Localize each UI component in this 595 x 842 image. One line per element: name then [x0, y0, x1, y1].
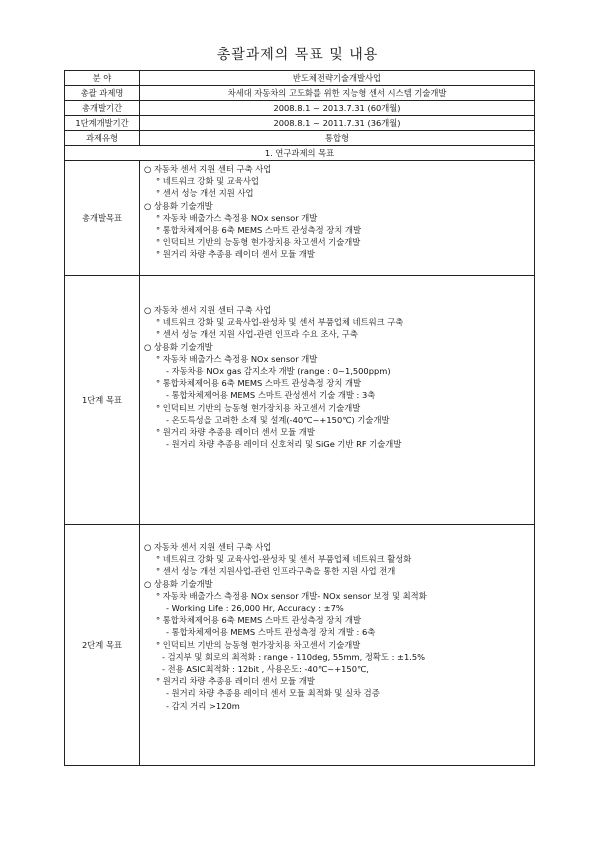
total-period-label: 총개발기간	[65, 101, 140, 116]
project-type-label: 과제유형	[65, 131, 140, 146]
table-row-project-name	[65, 86, 535, 101]
table-row-field	[65, 71, 535, 86]
goal-line: ○ 자동차 센서 지원 센터 구축 사업	[144, 542, 272, 552]
phase2-goal-label: 2단계 목표	[65, 525, 140, 766]
goal-line: ° 네트워크 강화 및 교육사업	[156, 176, 259, 187]
goal-line: ° 자동차 배출가스 측정용 NOx sensor 개발- NOx sensor 보정 및 최적화	[156, 590, 427, 601]
goal-line: ○ 상용화 기술개발	[144, 341, 213, 352]
goal-line: ° 원거리 차량 추종용 레이더 센서 모듈 개발	[156, 676, 315, 687]
goal-line: ° 원거리 차량 추종용 레이더 센서 모듈 개발	[156, 249, 315, 260]
total-goal-content	[140, 161, 535, 276]
field-value: 반도체전략기술개발사업	[140, 71, 535, 86]
goal-line: ° 인덕티브 기반의 능동형 현가장치용 차고센서 기술개발	[156, 237, 361, 248]
goal-line: ○ 자동차 센서 지원 센터 구축 사업	[144, 164, 272, 174]
goal-line: - 온도특성을 고려한 소재 및 설계(-40℃~+150℃) 기술개발	[166, 414, 390, 425]
goal-line: ° 센서 성능 개선 지원 사업	[156, 188, 254, 199]
goal-line: ° 네트워크 강화 및 교육사업-완성차 및 센서 부품업체 네트워크 활성화	[156, 554, 412, 565]
phase2-goal-content	[140, 525, 535, 766]
goal-line: ○ 상용화 기술개발	[144, 200, 213, 211]
goal-line: ° 자동차 배출가스 측정용 NOx sensor 개발	[156, 212, 318, 223]
phase1-period-label: 1단계개발기간	[65, 116, 140, 131]
goal-line: - 원거리 차량 추종용 레이더 신호처리 및 SiGe 기반 RF 기술개발	[166, 439, 402, 450]
goal-line: ° 센서 성능 개선 지원사업-관련 인프라구축을 통한 지원 사업 전개	[156, 566, 396, 577]
phase1-goal-content	[140, 276, 535, 525]
goal-line: - 감지 거리 >120m	[166, 700, 240, 711]
goal-line: ° 인덕티브 기반의 능동형 현가장치용 차고센서 기술개발	[156, 639, 361, 650]
goal-line: ° 통합차체제어용 6축 MEMS 스마트 관성측정 장치 개발	[156, 615, 361, 626]
goal-line: ° 통합차체제어용 6축 MEMS 스마트 관성측정 장치 개발	[156, 225, 361, 236]
table-row-phase2-goal	[65, 525, 535, 766]
goal-line: ° 통합차체제어용 6축 MEMS 스마트 관성측정 장치 개발	[156, 378, 361, 389]
goal-line: ○ 자동차 센서 지원 센터 구축 사업	[144, 305, 272, 315]
project-goals-table	[64, 70, 535, 766]
goal-line: ° 원거리 차량 추종용 레이더 센서 모듈 개발	[156, 427, 315, 438]
total-period-value: 2008.8.1 ~ 2013.7.31 (60개월)	[140, 101, 535, 116]
total-goal-label: 총개발목표	[65, 161, 140, 276]
phase1-period-value: 2008.8.1 ~ 2011.7.31 (36개월)	[140, 116, 535, 131]
goal-line: ° 인덕티브 기반의 능동형 현가장치용 차고센서 기술개발	[156, 402, 361, 413]
table-row-phase1-goal	[65, 276, 535, 525]
table-row-section-header	[65, 146, 535, 161]
project-name-value: 차세대 자동차의 고도화를 위한 지능형 센서 시스템 기술개발	[140, 86, 535, 101]
table-row-total-goal	[65, 161, 535, 276]
goal-line: - 자동차용 NOx gas 감지소자 개발 (range : 0~1,500ppm)	[166, 366, 391, 377]
goal-line: ° 센서 성능 개선 지원 사업-관련 인프라 수요 조사, 구축	[156, 329, 358, 340]
goal-line: - 검지부 및 회로의 최적화 : range - 110deg, 55mm, 정확도 : ±1.5%	[162, 651, 426, 662]
document-title: 총괄과제의 목표 및 내용	[216, 47, 379, 63]
goal-line: - 전용 ASIC최적화 : 12bit , 사용온도: -40℃~+150℃,	[162, 664, 369, 675]
goal-line: ° 네트워크 강화 및 교육사업-완성차 및 센서 부품업체 네트워크 구축	[156, 317, 404, 328]
goal-line: - 통합차체제어용 MEMS 스마트 관성센서 기술 개발 : 3축	[166, 390, 376, 401]
field-label: 분 야	[65, 71, 140, 86]
table-row-total-period	[65, 101, 535, 116]
phase1-goal-label: 1단계 목표	[65, 276, 140, 525]
project-type-value: 통합형	[140, 131, 535, 146]
goal-line: - 통합차체제어용 MEMS 스마트 관성측정 장치 개발 : 6축	[166, 627, 376, 638]
table-row-phase1-period	[65, 116, 535, 131]
section-header: 1. 연구과제의 목표	[65, 146, 535, 161]
goal-line: - Working Life : 26,000 Hr, Accuracy : ±7%	[166, 603, 344, 614]
goal-line: - 원거리 차량 추종용 레이더 센서 모듈 최적화 및 실차 검증	[166, 688, 380, 699]
goal-line: ° 자동차 배출가스 측정용 NOx sensor 개발	[156, 353, 318, 364]
goal-line: ○ 상용화 기술개발	[144, 578, 213, 589]
table-row-project-type	[65, 131, 535, 146]
project-name-label: 총괄 과제명	[65, 86, 140, 101]
